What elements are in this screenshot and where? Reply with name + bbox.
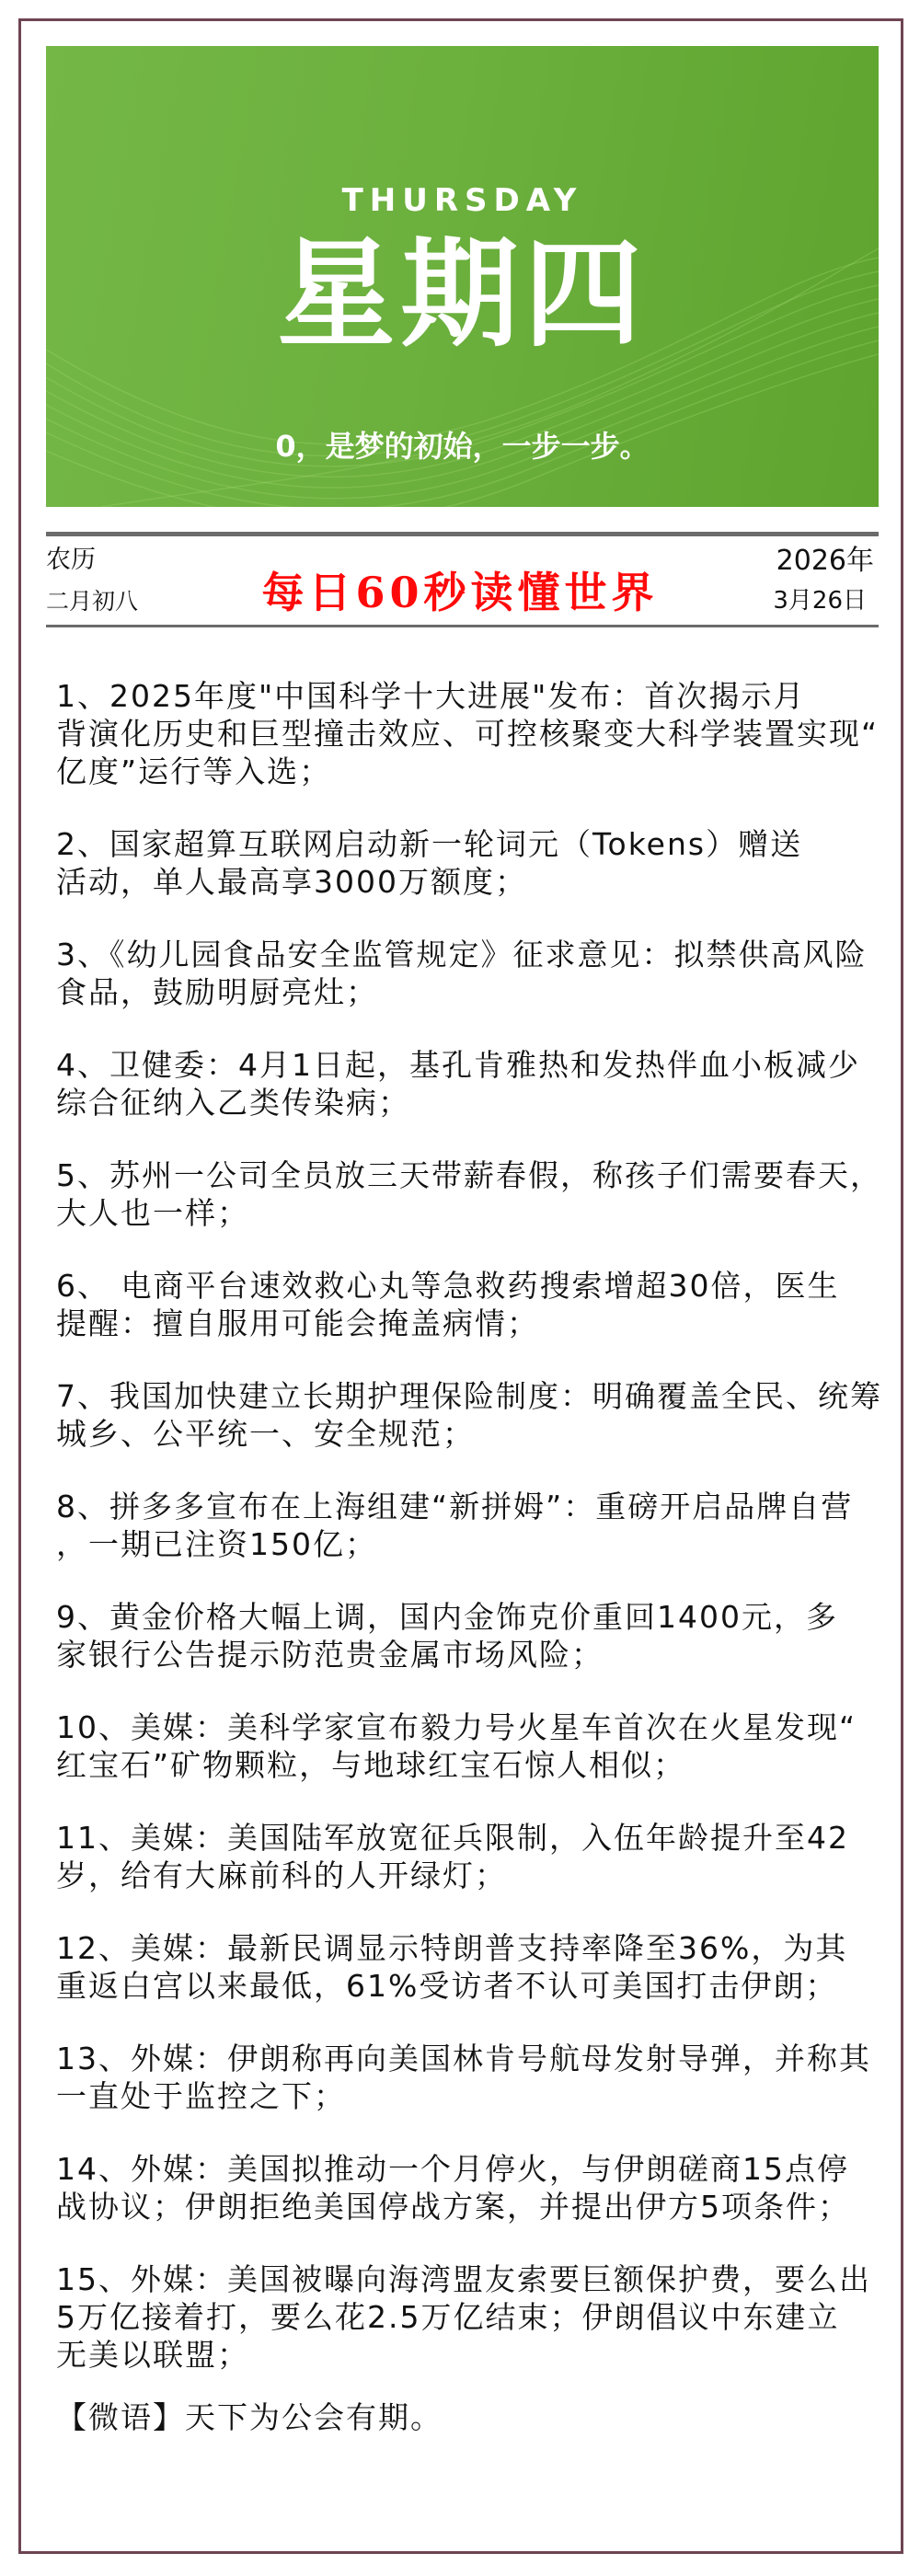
motto: 0，是梦的初始，一步一步。 bbox=[275, 429, 650, 464]
news-item bbox=[56, 2150, 903, 2225]
news-line: 4、卫健委：4月1日起，基孔肯雅热和发热伴血小板减少 bbox=[56, 1047, 860, 1083]
year: 2026年 bbox=[776, 545, 874, 577]
news-line: 14、外媒：美国拟推动一个月停火，与伊朗磋商15点停 bbox=[56, 2151, 849, 2187]
news-line: 战协议；伊朗拒绝美国停战方案，并提出伊方5项条件； bbox=[56, 2189, 850, 2225]
news-line: 10、美媒：美科学家宣布毅力号火星车首次在火星发现“ bbox=[56, 1709, 857, 1745]
news-line: 重返白宫以来最低，61%受访者不认可美国打击伊朗； bbox=[56, 1968, 838, 2004]
news-item bbox=[56, 1046, 903, 1121]
weekday-chinese: 星期四 bbox=[277, 225, 648, 363]
news-line: 2、国家超算互联网启动新一轮词元（Tokens）赠送 bbox=[56, 826, 803, 862]
news-item bbox=[56, 1598, 903, 1673]
daily-quote: 【微语】天下为公会有期。 bbox=[56, 2399, 443, 2435]
news-line: 岁，给有大麻前科的人开绿灯； bbox=[56, 1857, 507, 1893]
news-item bbox=[56, 2260, 903, 2374]
news-line: 食品，鼓励明厨亮灶； bbox=[56, 974, 378, 1010]
date: 3月26日 bbox=[773, 587, 867, 615]
weekday-english: THURSDAY bbox=[341, 182, 583, 219]
news-line: 一直处于监控之下； bbox=[56, 2078, 346, 2114]
news-item bbox=[56, 1156, 903, 1232]
news-line: 5万亿接着打，要么花2.5万亿结束；伊朗倡议中东建立 bbox=[56, 2299, 840, 2335]
news-line: 3、《幼儿园食品安全监管规定》征求意见：拟禁供高风险 bbox=[56, 937, 868, 972]
news-line: 亿度”运行等入选； bbox=[56, 753, 332, 789]
news-list bbox=[56, 677, 903, 2409]
news-item bbox=[56, 1819, 903, 1894]
news-item bbox=[56, 936, 903, 1011]
news-line: 无美以联盟； bbox=[56, 2337, 249, 2373]
news-item bbox=[56, 1267, 903, 1342]
news-line: 红宝石”矿物颗粒，与地球红宝石惊人相似； bbox=[56, 1747, 686, 1783]
news-item bbox=[56, 1708, 903, 1784]
news-line: 背演化历史和巨型撞击效应、可控核聚变大科学装置实现“ bbox=[56, 716, 880, 752]
news-line: 12、美媒：最新民调显示特朗普支持率降至36%，为其 bbox=[56, 1930, 848, 1966]
news-item bbox=[56, 2040, 903, 2115]
news-line: 13、外媒：伊朗称再向美国林肯号航母发射导弹，并称其 bbox=[56, 2041, 871, 2076]
news-line: 9、黄金价格大幅上调，国内金饰克价重回1400元，多 bbox=[56, 1599, 838, 1635]
hero-banner bbox=[46, 46, 879, 507]
news-line: ，一期已注资150亿； bbox=[56, 1526, 377, 1562]
news-line: 大人也一样； bbox=[56, 1195, 249, 1231]
divider-bottom bbox=[46, 625, 879, 627]
lunar-date: 二月初八 bbox=[46, 588, 139, 615]
news-line: 11、美媒：美国陆军放宽征兵限制，入伍年龄提升至42 bbox=[56, 1820, 849, 1856]
news-line: 7、我国加快建立长期护理保险制度：明确覆盖全民、统筹 bbox=[56, 1378, 882, 1414]
news-line: 城乡、公平统一、安全规范； bbox=[56, 1416, 475, 1452]
news-item bbox=[56, 677, 903, 790]
news-line: 提醒：擅自服用可能会掩盖病情； bbox=[56, 1305, 539, 1341]
news-item bbox=[56, 1488, 903, 1563]
news-item bbox=[56, 1377, 903, 1453]
page-title: 每日60秒读懂世界 bbox=[261, 568, 659, 617]
news-line: 1、2025年度"中国科学十大进展"发布：首次揭示月 bbox=[56, 678, 806, 714]
news-line: 5、苏州一公司全员放三天带薪春假，称孩子们需要春天， bbox=[56, 1157, 882, 1193]
divider-top bbox=[46, 532, 879, 536]
news-item bbox=[56, 825, 903, 901]
news-line: 家银行公告提示防范贵金属市场风险； bbox=[56, 1637, 604, 1673]
news-line: 15、外媒：美国被曝向海湾盟友索要巨额保护费，要么出 bbox=[56, 2261, 871, 2297]
news-line: 活动，单人最高享3000万额度； bbox=[56, 864, 527, 900]
news-line: 6、 电商平台速效救心丸等急救药搜索增超30倍，医生 bbox=[56, 1268, 840, 1304]
lunar-label: 农历 bbox=[46, 546, 96, 574]
news-line: 综合征纳入乙类传染病； bbox=[56, 1085, 410, 1121]
news-line: 8、拼多多宣布在上海组建“新拼姆”：重磅开启品牌自营 bbox=[56, 1489, 854, 1524]
news-item bbox=[56, 1929, 903, 2005]
